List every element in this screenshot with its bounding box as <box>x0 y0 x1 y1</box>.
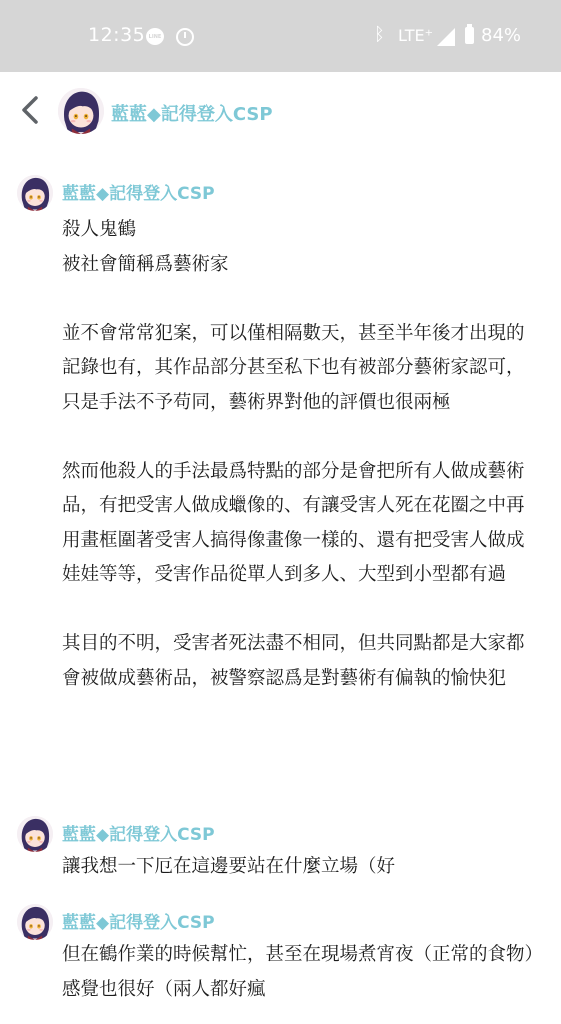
chat-header <box>0 72 561 152</box>
author-avatar[interactable] <box>17 904 53 940</box>
author-name[interactable]: 藍藍◆記得登入CSP <box>62 184 215 204</box>
author-avatar[interactable] <box>17 175 53 211</box>
back-arrow-icon[interactable] <box>14 90 48 130</box>
message-body <box>62 938 540 1007</box>
message-blank-line <box>62 593 540 628</box>
message-paragraph: 並不會常常犯案，可以僅相隔數天，甚至半年後才出現的記錄也有，其作品部分甚至私下也有被部分藝術家認可，只是手法不予苟同，藝術界對他的評價也很兩極 <box>62 322 525 413</box>
message-paragraph: 然而他殺人的手法最爲特點的部分是會把所有人做成藝術品，有把受害人做成蠟像的、有讓受害人死在花圈之中再用畫框圍著受害人搞得像畫像一樣的、還有把受害人做成娃娃等等，受害作品從單人到多人、大型到小型都有過 <box>62 460 525 585</box>
header-avatar[interactable] <box>58 88 104 134</box>
author-avatar[interactable] <box>17 816 53 852</box>
bluetooth-icon: ᛒ <box>374 24 385 45</box>
status-time: 12:35 <box>88 24 146 46</box>
network-type: LTE⁺ <box>398 26 434 45</box>
line-icon: LINE <box>146 28 164 45</box>
message-blank-line <box>62 282 540 317</box>
battery-icon <box>465 27 474 44</box>
header-title[interactable]: 藍藍◆記得登入CSP <box>111 104 273 125</box>
message-body <box>62 213 540 696</box>
author-name[interactable]: 藍藍◆記得登入CSP <box>62 825 215 845</box>
battery-percent: 84% <box>481 25 522 46</box>
alarm-clock-icon <box>176 28 194 46</box>
message-blank-line <box>62 420 540 455</box>
status-bar <box>0 0 561 72</box>
message-paragraph: 其目的不明，受害者死法盡不相同，但共同點都是大家都會被做成藝術品，被警察認爲是對藝術有偏執的愉快犯 <box>62 633 525 689</box>
message-line: 殺人鬼鶴 <box>62 219 137 240</box>
message-paragraph: 但在鶴作業的時候幫忙，甚至在現場煮宵夜（正常的食物）感覺也很好（兩人都好瘋 <box>62 944 534 1000</box>
author-name[interactable]: 藍藍◆記得登入CSP <box>62 913 215 933</box>
message-body <box>62 850 540 885</box>
signal-icon <box>437 28 455 46</box>
message-line: 被社會簡稱爲藝術家 <box>62 253 229 275</box>
message-paragraph: 讓我想一下厄在這邊要站在什麼立場（好 <box>62 856 396 877</box>
